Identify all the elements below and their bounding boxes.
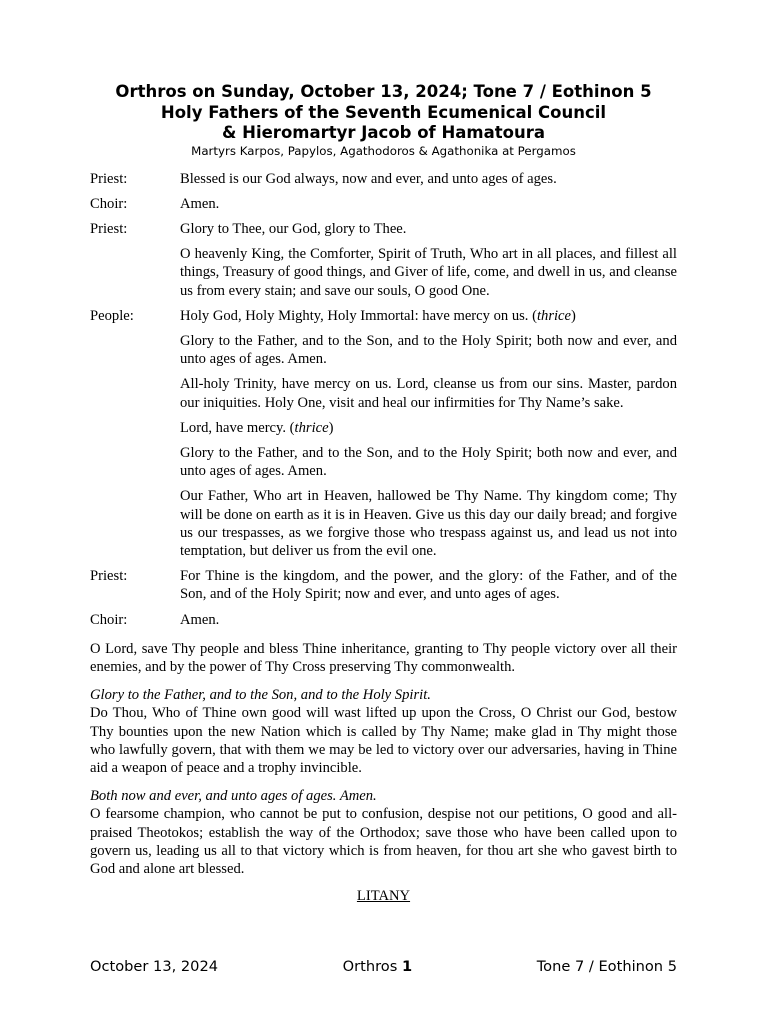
title-line-2: Holy Fathers of the Seventh Ecumenical Council <box>160 102 607 122</box>
document-page <box>90 82 677 905</box>
speaker-label: Priest: <box>90 568 128 585</box>
theotokion-text: O fearsome champion, who cannot be put to confusion, despise not our petitions, O good and all-praised Theotokos; establish the way of the Orthodox; save those who have been called upon to govern us, leading us all to that victory which is from heaven, for thou art she who gavest birth to God and alone art blessed. <box>90 806 677 877</box>
dialog-row <box>90 195 677 213</box>
speaker-label <box>90 332 180 368</box>
glory-text: Do Thou, Who of Thine own good will wast lifted up upon the Cross, O Christ our God, bestow Thy bounties upon the new Nation which is called by Thy Name; make glad in Thy might those who lawfully govern, that with them we may be led to victory over our adversaries, having in Thine aid a weapon of peace and a trophy invincible. <box>90 705 677 776</box>
speaker-label <box>90 487 180 560</box>
dialog-row <box>90 444 677 480</box>
dialog-row <box>90 487 677 560</box>
dialog-text: O heavenly King, the Comforter, Spirit of Truth, Who art in all places, and fillest all things, Treasury of good things, and Giver of life, come, and dwell in us, and cleanse us from every stain; and save our souls, O good One. <box>180 246 677 299</box>
dialog-row <box>90 375 677 411</box>
theotokion-paragraph <box>90 787 677 878</box>
dialog-text: All-holy Trinity, have mercy on us. Lord, cleanse us from our sins. Master, pardon our iniquities. Holy One, visit and heal our infirmities for Thy Name’s sake. <box>180 376 677 411</box>
dialog-list <box>90 170 677 629</box>
rubric-italic: thrice <box>294 419 329 436</box>
glory-paragraph <box>90 686 677 777</box>
speaker-label: Choir: <box>90 611 128 628</box>
dialog-text: Glory to Thee, our God, glory to Thee. <box>180 220 407 237</box>
speaker-label <box>90 375 180 411</box>
dialog-row <box>90 419 677 437</box>
dialog-text-main: Lord, have mercy. ( <box>180 419 295 436</box>
speaker-label: Choir: <box>90 195 128 212</box>
rubric-italic: thrice <box>536 307 572 324</box>
dialog-text-after: ) <box>571 307 576 324</box>
speaker-label <box>90 419 180 437</box>
subtitle: Martyrs Karpos, Papylos, Agathodoros & Agathonika at Pergamos <box>191 143 576 158</box>
dialog-text: Our Father, Who art in Heaven, hallowed be Thy Name. Thy kingdom come; Thy will be done on earth as it is in Heaven. Give us this day our daily bread; and forgive us our trespasses, as we forgive those who trespass against us, and lead us not into temptation, but deliver us from the evil one. <box>180 488 677 559</box>
dialog-text <box>180 307 677 325</box>
speaker-label: Priest: <box>90 170 128 187</box>
dialog-row <box>90 307 677 325</box>
footer-center <box>343 958 412 975</box>
dialog-text: Amen. <box>180 195 220 212</box>
speaker-label <box>90 245 180 300</box>
dialog-row <box>90 332 677 368</box>
speaker-label <box>90 444 180 480</box>
speaker-label: Priest: <box>90 220 128 237</box>
dialog-text: Glory to the Father, and to the Son, and to the Holy Spirit; both now and ever, and unto ages of ages. Amen. <box>180 332 677 368</box>
dialog-text-after: ) <box>328 419 334 436</box>
litany-heading: LITANY <box>356 888 411 905</box>
dialog-row <box>90 245 677 300</box>
page-footer <box>90 958 677 975</box>
footer-date: October 13, 2024 <box>90 958 219 975</box>
dialog-row <box>90 220 677 238</box>
dialog-row <box>90 611 677 629</box>
dialog-text-main: Holy God, Holy Mighty, Holy Immortal: have mercy on us. ( <box>180 307 537 324</box>
theotokion-heading: Both now and ever, and unto ages of ages. Amen. <box>90 788 377 805</box>
troparion-paragraph: O Lord, save Thy people and bless Thine inheritance, granting to Thy people victory over all their enemies, and by the power of Thy Cross preserving Thy commonwealth. <box>90 640 677 675</box>
dialog-text: For Thine is the kingdom, and the power, and the glory: of the Father, and of the Son, and of the Holy Spirit; now and ever, and unto ages of ages. <box>180 568 677 603</box>
dialog-text: Blessed is our God always, now and ever, and unto ages of ages. <box>180 170 557 187</box>
dialog-text: Glory to the Father, and to the Son, and to the Holy Spirit; both now and ever, and unto ages of ages. Amen. <box>180 444 677 480</box>
page-number: 1 <box>401 958 413 975</box>
dialog-row <box>90 170 677 188</box>
dialog-text: Amen. <box>180 611 220 628</box>
title-line-1: Orthros on Sunday, October 13, 2024; Tone 7 / Eothinon 5 <box>115 82 652 101</box>
footer-tone: Tone 7 / Eothinon 5 <box>536 958 677 975</box>
title-line-3: & Hieromartyr Jacob of Hamatoura <box>222 123 545 142</box>
glory-heading: Glory to the Father, and to the Son, and to the Holy Spirit. <box>90 687 431 704</box>
speaker-label: People: <box>90 307 134 324</box>
dialog-row <box>90 567 677 603</box>
dialog-text <box>180 419 677 437</box>
footer-service: Orthros <box>342 958 398 975</box>
